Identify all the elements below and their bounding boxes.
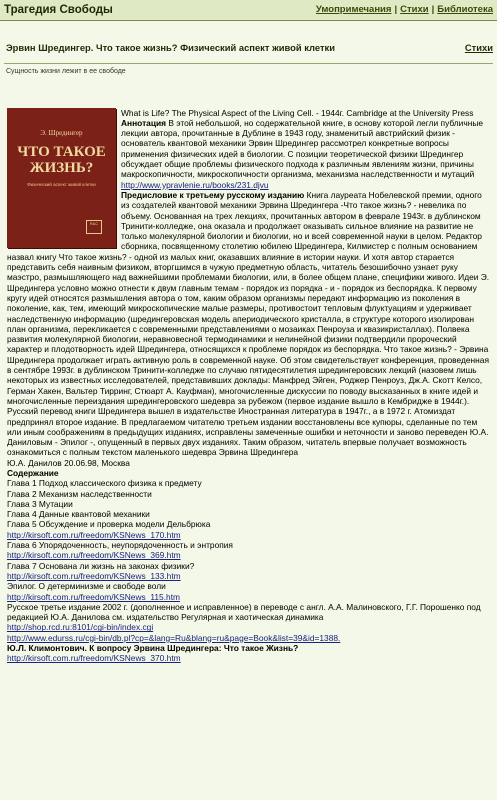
annotation-text: В этой небольшой, но содержательной книге, в основу которой легли публичные лекции автора, прочитанные в Дублине в 1943 году, знаменитый австрийский физик - основатель квантовой механики Эрвин Шредингер рассмотрел конкретные вопросы применения физических идей в биологии. С позиции теоретической физики Шредингер обсуждает общие проблемы физического подхода к различным явлениям жизни, причины макроскопичности, микроскопичности организма, механизма наследственности и мутаций [121,117,484,180]
original-title: What is Life? The Physical Aspect of the Living Cell. - 1944г. Cambridge at the University Press [121,107,474,118]
contents-item: Глава 1 Подход классического физика к предмету [7,478,202,489]
nav-link-notes[interactable]: Умопримечания [315,3,392,15]
related-article-link[interactable]: http://kirsoft.com.ru/freedom/KSNews_370.htm [7,653,181,664]
contents-item: Глава 2 Механизм наследственности [7,488,152,499]
chapter-5-link[interactable]: http://kirsoft.com.ru/freedom/KSNews_170.htm [7,529,181,540]
main-content [0,78,497,664]
chapter-7-link[interactable]: http://kirsoft.com.ru/freedom/KSNews_133.htm [7,570,181,581]
contents-item: Глава 5 Обсуждение и проверка модели Дельбрюка [7,519,211,530]
nav-separator: | [394,3,398,15]
annotation-label: Аннотация [121,117,167,128]
contents-title: Содержание [7,467,59,478]
nav-separator: | [431,3,435,15]
preface-text: Книга лауреата Нобелевской премии, одного из создателей квантовой механики Эрвина Шредингера -Что такое жизнь? - невелика по объему. Основанная на трех лекциях, прочитанных автором в феврале 1943г. в дублинском Тринити-колледже, она оказала и продолжает оказывать сильное влияние на развитие не только молекулярной биологии и биологии, но и всей современной науки в целом. Редактор сборника, посвященному столетию юбилею Шредингера, Килмистер с полным основанием назвал книгу Что такое жизнь? - одной из малых книг, оказавших влияние в истории науки. И хотя автор старается представить себя наивным физиком, вторгшимся в чужую предметную область, читатель безошибочно узнает руку маэстро, размышляющего над важнейшими проблемами биологии, или, в более общем плане, специфики живого. Идеи Э. Шредингера условно можно отнести к двум главным темам - порядок из порядка - и - порядок из беспорядка. К первому кругу идей относятся размышления автора о том, каким образом организмы передают информацию из поколения в поколение, как, тем, имеющий микроскопические малые размеры, противостоит тепловым флуктуациям и удерживает наследственную информацию (шредингеровская модель апериодического кристалла, в структуре которого изолирован план организма, перекликается с современными представлениями о мозаиках Пенроуза и квазикристаллах). Полвека развития молекулярной биологии, неравновесной термодинамики и нелинейной физики подтвердили пророческий характер и плодотворность идей Шредингера, относящихся к проблеме порядок из беспорядка. Что такое жизнь? - Эрвина Шредингера продолжает играть активную роль в современной науке. Об этом свидетельствует конференция, проведенная в сентябре 1993г. в дублинском Тринити-колледже по случаю пятидесятилетия шредингеровских лекций (назовем лишь некоторых из известных исследователей, представивших доклады: Манфред Эйген, Роджер Пенроуз, Дж.А. Скотт Келсо, Герман Хакен, Вальтер Тирринг, Стюарт А. Кауфман), многочисленные дискуссии по поводу высказанных в книге идей и многочисленные переиздания шредингеровского шедевра за рубежом (первое издание вышло в Кембридже в 1944г.). Русский перевод книги Шредингера вышел в издательстве Иностранная литература в 1947г., а в 1972 г. Атомиздат предпринял второе издание. В предлагаемом читателю третьем издании восстановлены все купюры, сделанные по тем или иным соображениям в предыдущих изданиях, исправлены замеченные ошибки и неточности и заново переведен Ю.А. Даниловым - Эпилог -, опущенный в первых двух изданиях. Таким образом, читатель впервые получает возможность ознакомиться с полным текстом маленького шедевра Эрвина Шредингера [7,189,490,458]
nav-link-poems[interactable]: Стихи [400,3,429,15]
epilogue-link[interactable]: http://kirsoft.com.ru/freedom/KSNews_115.htm [7,591,180,602]
top-nav [316,5,493,15]
contents-item: Глава 6 Упорядоченность, неупорядоченность и энтропия [7,540,233,551]
publisher-shop-link[interactable]: http://shop.rcd.ru:8101/cgi-bin/index.cgi [7,622,154,633]
cover-title: ЧТО ТАКОЕ ЖИЗНЬ? [17,143,106,176]
page-subtitle: Сущность жизни лежит в ее свободе [6,68,126,76]
heading-link-poems[interactable]: Стихи [464,42,493,53]
contents-item: Глава 3 Мутации [7,498,73,509]
cover-publisher-logo: R&C [86,220,102,234]
page-title: Эрвин Шредингер. Что такое жизнь? Физический аспект живой клетки [6,42,335,53]
related-article-title: Ю.Л. Климонтович. К вопросу Эрвина Шредингера: Что такое Жизнь? [7,643,299,654]
preface-signature: Ю.А. Данилов 20.06.98, Москва [7,457,130,468]
djvu-download-link[interactable]: http://www.ypravlenie.ru/books/231.djvu [121,179,269,190]
book-cover-image [7,108,116,248]
cover-subtitle: Физический аспект живой клетки [27,181,96,187]
contents-item: Глава 4 Данные квантовой механики [7,509,150,520]
site-title: Трагедия Свободы [4,3,113,16]
cover-author: Э. Шредингер [40,128,83,137]
top-bar [0,0,497,21]
nav-link-library[interactable]: Библиотека [437,3,493,15]
edition-note: Русское третье издание 2002 г. (дополненное и исправленное) в переводе с англ. А.А. Малиновского, Г.Г. Порошенко под редакцией Ю.А. Данилова см. издательство Регулярная и хаотическая динамика [7,601,481,623]
contents-item: Эпилог. О детерминизме и свободе воли [7,581,166,592]
contents-item: Глава 7 Основана ли жизнь на законах физики? [7,560,195,571]
preface-label: Предисловие к третьему русскому изданию [121,189,305,200]
page-heading-row [0,21,497,53]
edurss-link[interactable]: http://www.edurss.ru/cgi-bin/db.pl?cp=&lang=Ru&blang=ru&page=Book&list=39&id=1388. [7,632,341,643]
chapter-6-link[interactable]: http://kirsoft.com.ru/freedom/KSNews_369.htm [7,550,181,561]
